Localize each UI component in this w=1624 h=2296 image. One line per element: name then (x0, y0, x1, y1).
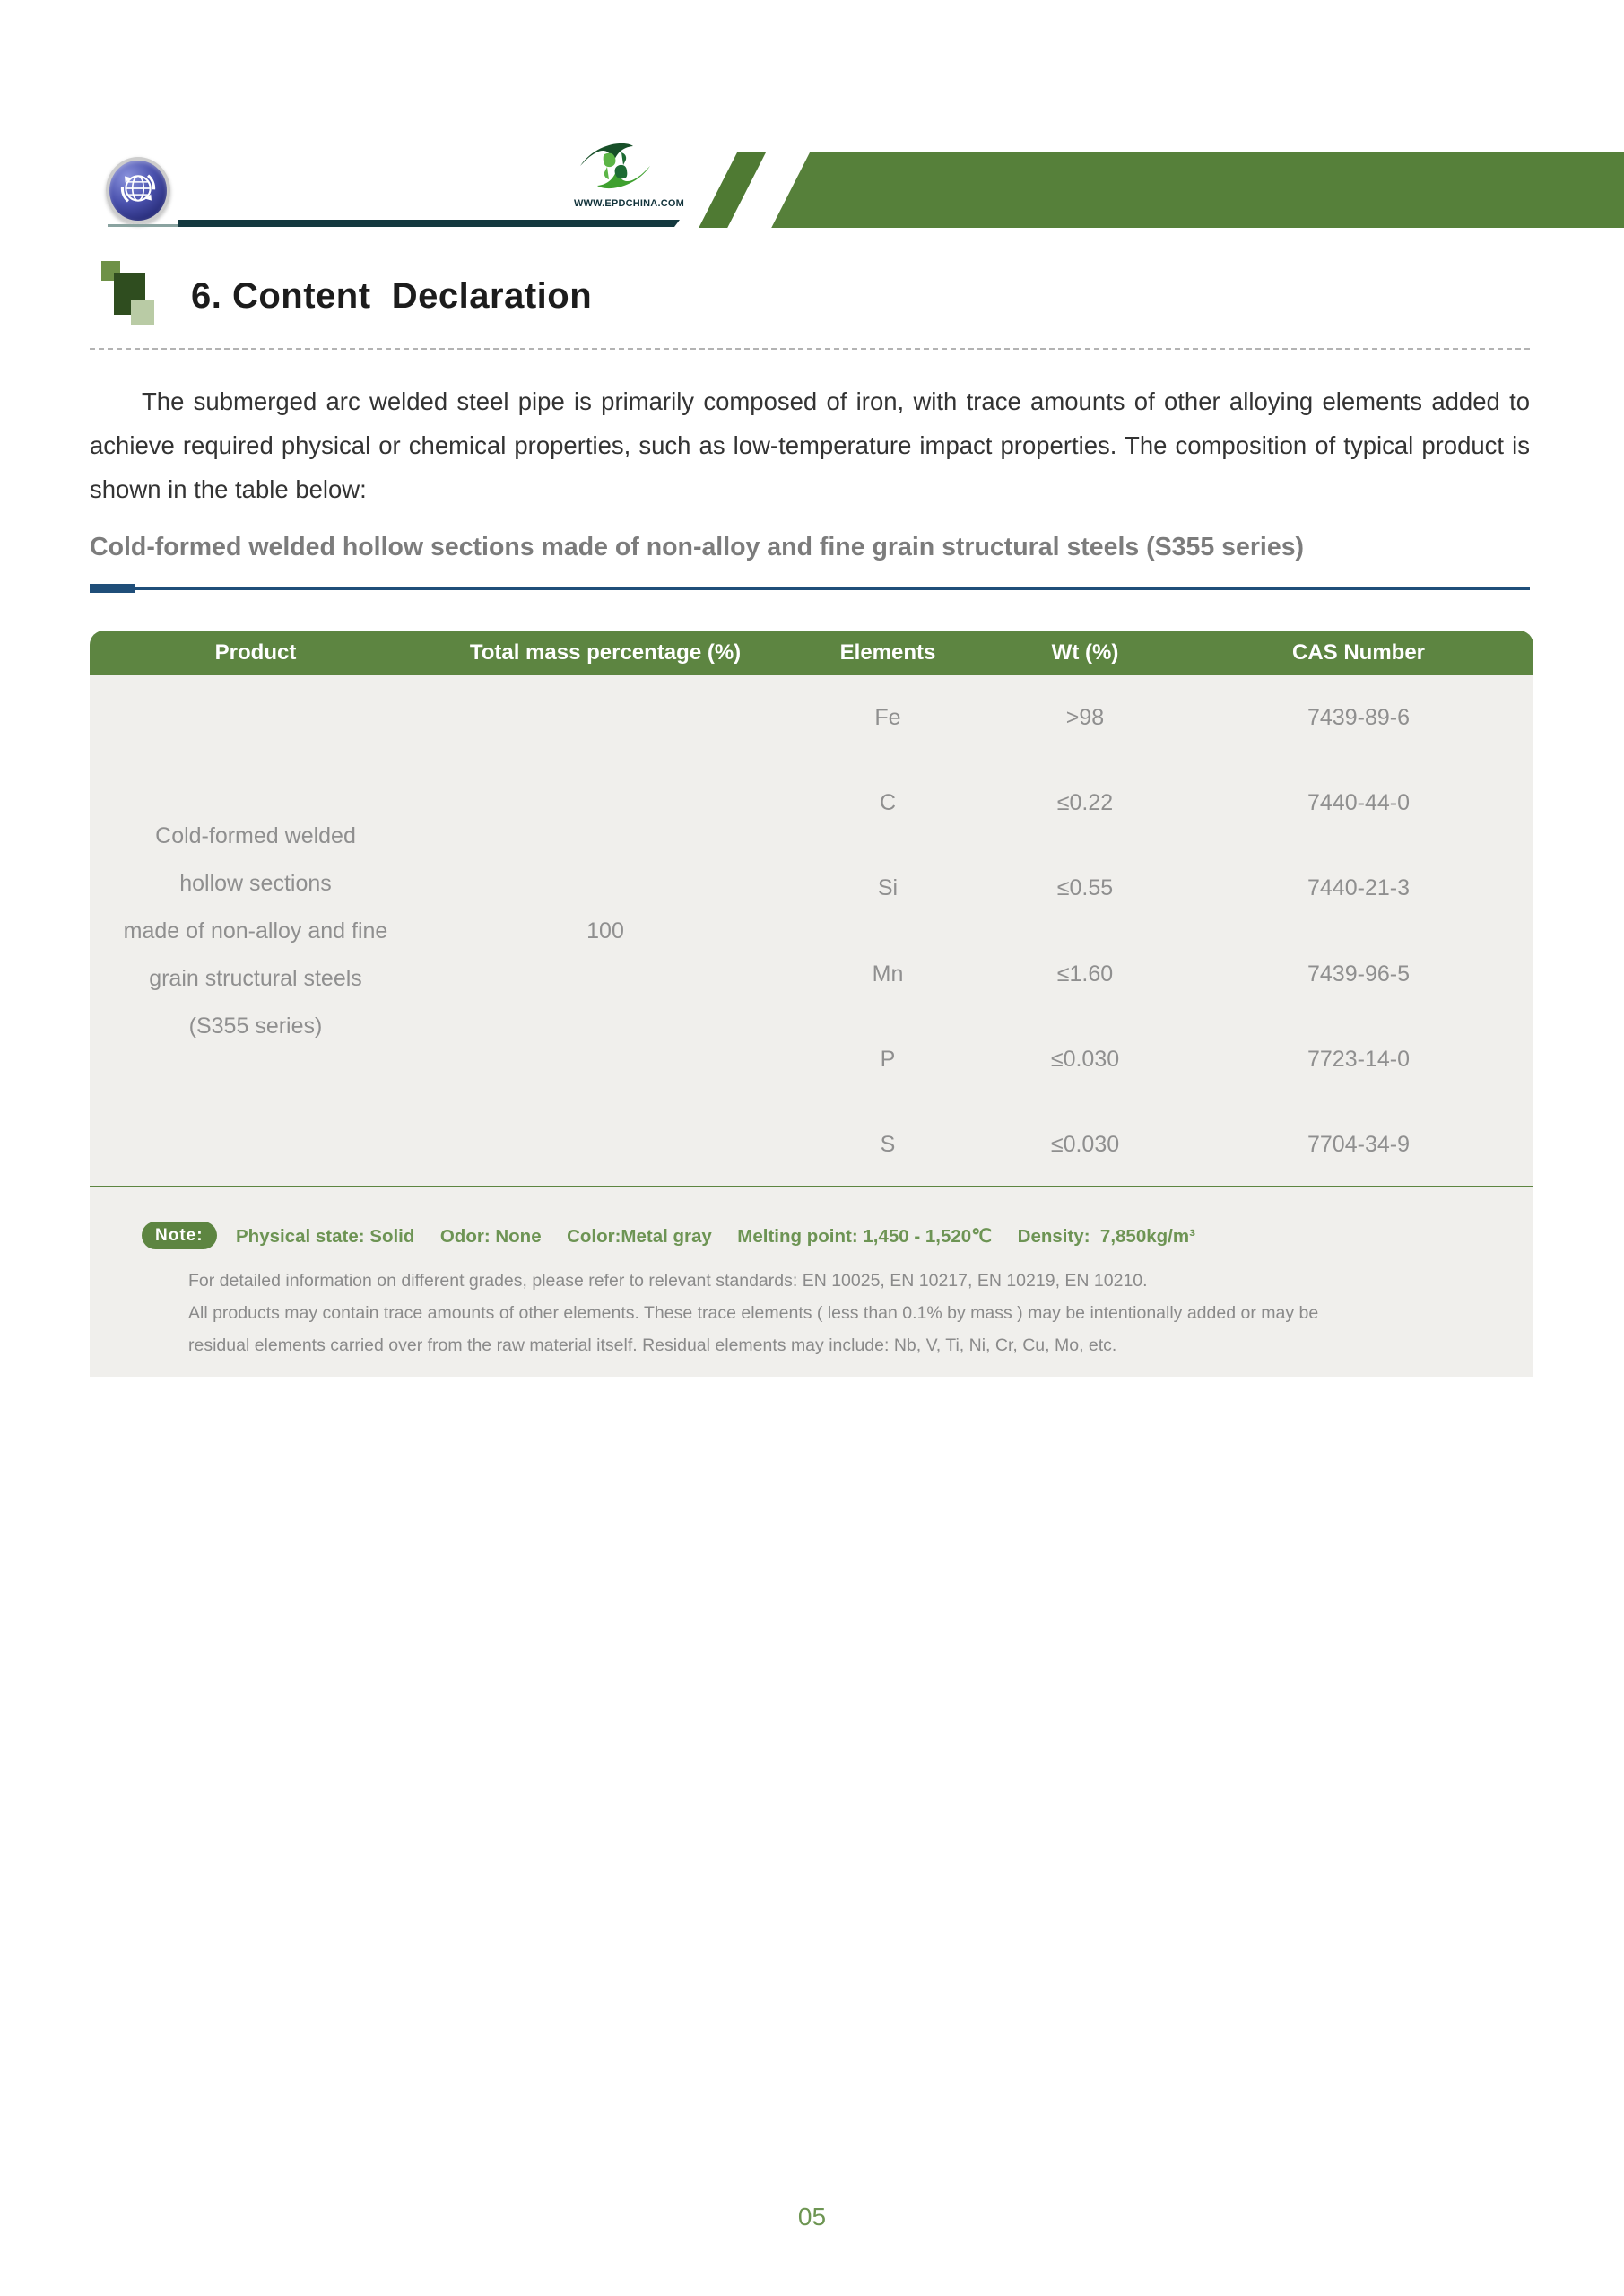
table-row (789, 1102, 1533, 1187)
product-name-cell (90, 675, 421, 1187)
note-detail-line: residual elements carried over from the raw material itself. Residual elements may include: Nb, V, Ti, Ni, Cr, Cu, Mo, etc. (188, 1335, 1117, 1355)
cas-cell: 7440-21-3 (1307, 875, 1410, 901)
wt-cell: >98 (1065, 705, 1105, 731)
subtitle-rule-thin (135, 587, 1530, 590)
product-name-line: Cold-formed welded (155, 823, 356, 848)
banner-stripe-band (771, 152, 1624, 228)
column-header-wt: Wt (%) (1051, 640, 1119, 665)
content-declaration-table (90, 631, 1533, 1377)
wt-cell: ≤0.030 (1050, 1131, 1120, 1157)
column-header-total-mass: Total mass percentage (%) (469, 640, 742, 665)
wt-cell: ≤0.030 (1050, 1046, 1120, 1072)
epd-site-url: WWW.EPDCHINA.COM (574, 198, 684, 209)
note-details (188, 1265, 1318, 1361)
table-subtitle: Cold-formed welded hollow sections made of non-alloy and fine grain structural steels (S355 series) (90, 533, 1305, 561)
note-badge: Note: (142, 1222, 217, 1249)
wt-cell: ≤0.22 (1056, 790, 1114, 816)
cas-cell: 7439-96-5 (1307, 961, 1410, 987)
table-header-row (90, 631, 1533, 675)
cas-cell: 7704-34-9 (1307, 1131, 1410, 1157)
page-number: 05 (797, 2203, 827, 2231)
column-header-elements: Elements (839, 640, 936, 665)
product-name-line: hollow sections (179, 871, 332, 896)
table-row (789, 1017, 1533, 1102)
element-rows (789, 675, 1533, 1187)
title-dashed-divider (90, 348, 1530, 350)
table-row (789, 761, 1533, 846)
section-title: 6. Content Declaration (191, 276, 593, 316)
product-name-line: (S355 series) (188, 1013, 323, 1039)
product-name-line: made of non-alloy and fine (123, 918, 388, 944)
note-detail-line: All products may contain trace amounts of other elements. These trace elements ( less than 0.1% by mass ) may be intentionally added or may be (188, 1303, 1319, 1323)
element-cell: P (880, 1046, 896, 1072)
note-detail-line: For detailed information on different grades, please refer to relevant standards: EN 10025, EN 10217, EN 10219, EN 10210. (188, 1271, 1148, 1291)
cas-cell: 7723-14-0 (1307, 1046, 1410, 1072)
product-name-line: grain structural steels (149, 966, 362, 991)
element-cell: Fe (874, 705, 901, 731)
banner-stripe-small (699, 152, 766, 228)
table-note-section (90, 1187, 1533, 1377)
banner-stripes (0, 152, 1624, 228)
column-header-cas: CAS Number (1291, 640, 1426, 665)
table-row (789, 846, 1533, 931)
table-row (789, 675, 1533, 761)
total-mass-percentage-cell: 100 (586, 918, 624, 944)
subtitle-rule-thick (90, 584, 135, 593)
cas-cell: 7440-44-0 (1307, 790, 1410, 816)
wt-cell: ≤1.60 (1056, 961, 1114, 987)
element-cell: Mn (872, 961, 904, 987)
element-cell: S (880, 1131, 896, 1157)
element-cell: Si (877, 875, 899, 901)
table-row (789, 931, 1533, 1016)
intro-paragraph: The submerged arc welded steel pipe is primarily composed of iron, with trace amounts of other alloying elements added to achieve required physical or chemical properties, such as low-temperature impact properties. The composition of typical product is shown in the table below: (90, 387, 1530, 503)
cas-cell: 7439-89-6 (1307, 705, 1410, 731)
column-header-product: Product (214, 640, 297, 665)
element-cell: C (879, 790, 897, 816)
note-properties: Physical state: Solid Odor: None Color:Metal gray Melting point: 1,450 - 1,520℃ Density: 7,850kg/m³ (236, 1226, 1195, 1247)
wt-cell: ≤0.55 (1056, 875, 1114, 901)
table-body (90, 675, 1533, 1187)
title-decoration-square-light (131, 300, 154, 325)
